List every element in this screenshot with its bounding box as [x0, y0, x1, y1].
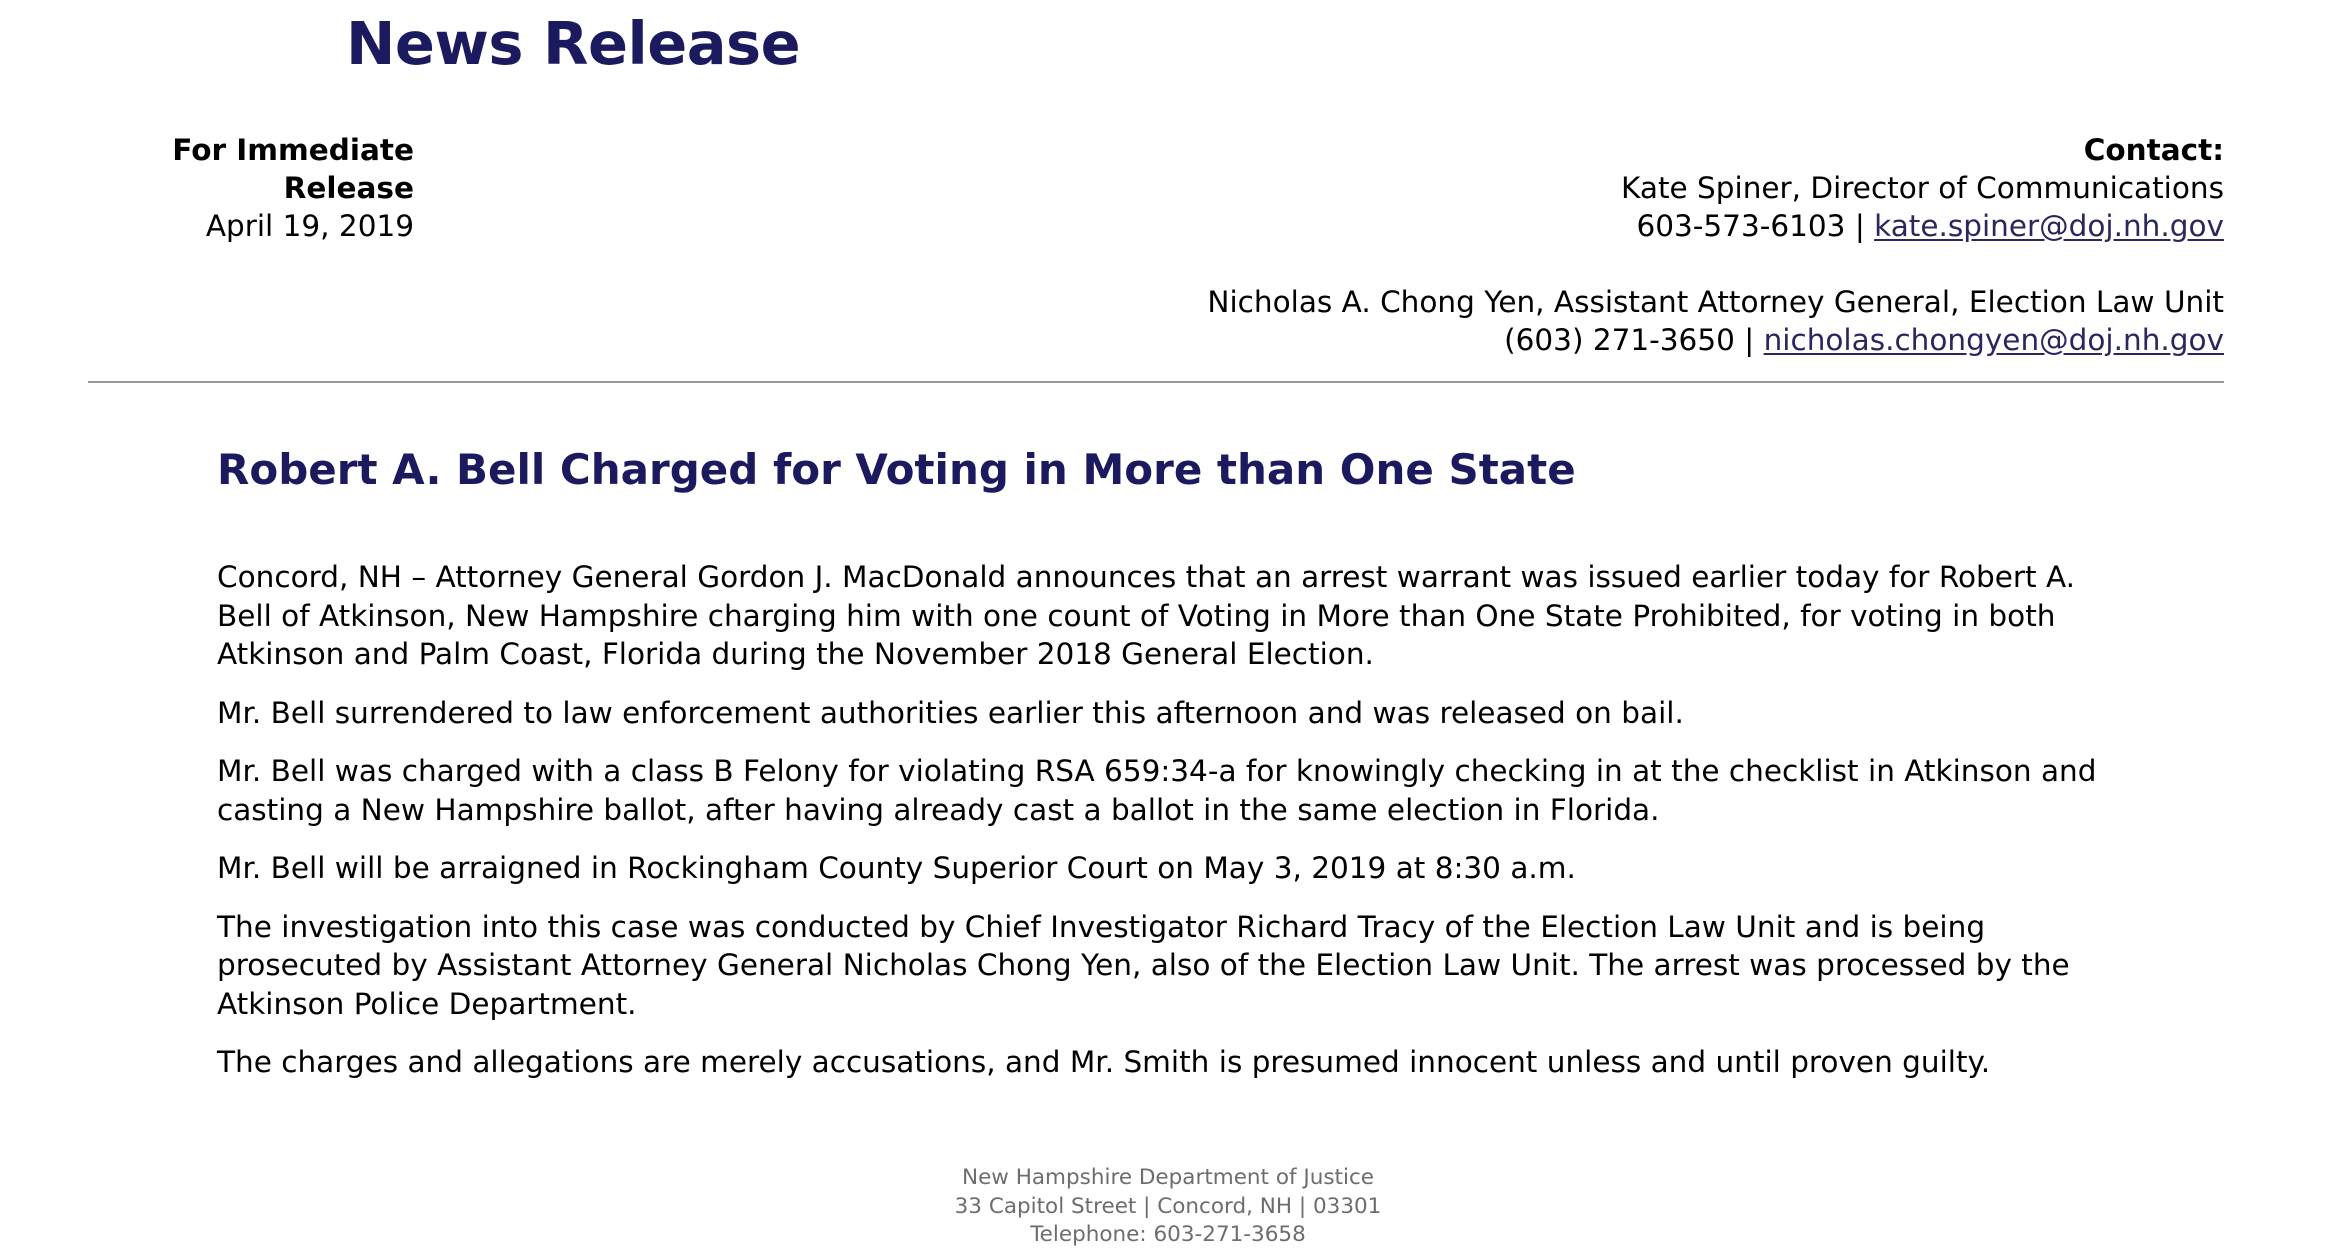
release-info	[88, 131, 414, 245]
secondary-contact-email-link[interactable]: nicholas.chongyen@doj.nh.gov	[1763, 323, 2224, 357]
primary-contact-separator: |	[1845, 209, 1875, 243]
footer-address: 33 Capitol Street | Concord, NH | 03301	[954, 1193, 1382, 1219]
secondary-contact-separator: |	[1734, 323, 1764, 357]
article-headline: Robert A. Bell Charged for Voting in More than One State	[217, 445, 1576, 494]
header-divider	[88, 381, 2224, 383]
article-paragraph: Mr. Bell was charged with a class B Felony for violating RSA 659:34-a for knowingly checking in at the checklist in Atkinson and casting a New Hampshire ballot, after having already cast a ballot in the same election in Florida.	[217, 754, 2097, 827]
primary-contact-line	[1124, 207, 2224, 245]
release-date: April 19, 2019	[205, 209, 414, 243]
contact-spacer	[1124, 245, 2224, 283]
footer-organization: New Hampshire Department of Justice	[961, 1165, 1374, 1190]
article-body	[217, 558, 2137, 1102]
article-paragraph: Concord, NH – Attorney General Gordon J. MacDonald announces that an arrest warrant was issued earlier today for Robert A. Bell of Atkinson, New Hampshire charging him with one count of Voting in More than One State Prohibited, for voting in both Atkinson and Palm Coast, Florida during the November 2018 General Election.	[217, 560, 2076, 671]
primary-contact-email-link[interactable]: kate.spiner@doj.nh.gov	[1874, 209, 2224, 243]
article-paragraph: The charges and allegations are merely accusations, and Mr. Smith is presumed innocent unless and until proven guilty.	[217, 1045, 1991, 1079]
article-paragraph: The investigation into this case was conducted by Chief Investigator Richard Tracy of the Election Law Unit and is being prosecuted by Assistant Attorney General Nicholas Chong Yen, also of the Election Law Unit. The arrest was processed by the Atkinson Police Department.	[217, 909, 2070, 1021]
secondary-contact-name: Nicholas A. Chong Yen, Assistant Attorney General, Election Law Unit	[1207, 285, 2224, 319]
page-title: News Release	[346, 9, 801, 78]
article-paragraph: Mr. Bell surrendered to law enforcement authorities earlier this afternoon and was released on bail.	[217, 695, 1684, 730]
contact-label: Contact:	[2083, 133, 2224, 167]
article-paragraph: Mr. Bell will be arraigned in Rockingham County Superior Court on May 3, 2019 at 8:30 a.m.	[217, 851, 1576, 885]
footer-telephone: Telephone: 603-271-3658	[1030, 1222, 1306, 1247]
primary-contact-phone: 603-573-6103	[1636, 209, 1846, 243]
secondary-contact-phone: (603) 271-3650	[1504, 323, 1735, 357]
contact-info	[1124, 131, 2224, 359]
page-footer	[0, 1164, 2336, 1250]
primary-contact-name: Kate Spiner, Director of Communications	[1621, 171, 2224, 205]
secondary-contact-line	[1124, 321, 2224, 359]
release-label: For Immediate Release	[172, 133, 414, 205]
